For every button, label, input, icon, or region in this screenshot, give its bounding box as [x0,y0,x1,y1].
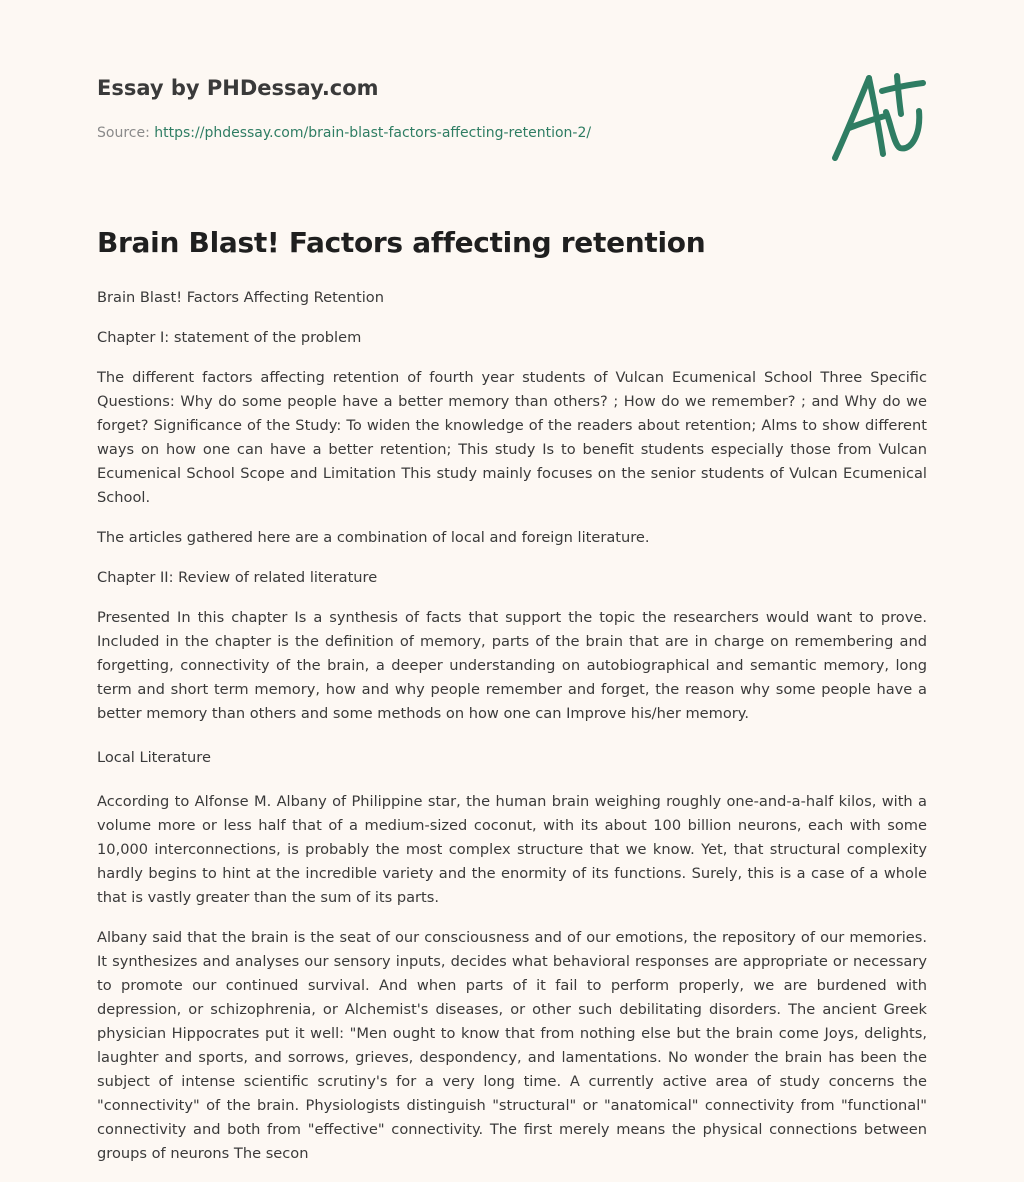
chapter-two-heading: Chapter II: Review of related literature [97,569,378,586]
essay-paragraph: Albany said that the brain is the seat of our consciousness and of our emotions, the repository of our memories. It synthesizes and analyses our sensory inputs, decides what behavioral responses are appropriate or necessary to promote our continued survival. And when parts of it fail to perform properly, we are burdened with depression, or schizophrenia, or Alchemist's diseases, or other such debilitating disorders. The ancient Greek physician Hippocrates put it well: "Men ought to know that from nothing else but the brain come Joys, delights, laughter and sports, and sorrows, grieves, despondency, and lamentations. No wonder the brain has been the subject of intense scientific scrutiny's for a very long time. A currently active area of study concerns the "connectivity" of the brain. Physiologists distinguish "structural" or "anatomical" connectivity from "functional" connectivity and both from "effective" connectivity. The first merely means the physical connections between groups of neurons The secon [97,929,927,1162]
essay-paragraph: Presented In this chapter Is a synthesis of facts that support the topic the researchers would want to prove. Included in the chapter is the definition of memory, parts of the brain that are in charge on remembering and forgetting, connectivity of the brain, a deeper understanding on autobiographical and semantic memory, long term and short term memory, how and why people remember and forget, the reason why some people have a better memory than others and some methods on how one can Improve his/her memory. [97,609,927,722]
essay-title: Brain Blast! Factors affecting retention [97,226,706,259]
site-name: Essay by PHDessay.com [97,76,379,100]
essay-paragraph: The articles gathered here are a combination of local and foreign literature. [97,529,650,546]
page-header [97,0,927,200]
source-label: Source: [97,125,150,141]
a-plus-logo-icon [827,66,931,166]
essay-subtitle: Brain Blast! Factors Affecting Retention [97,289,384,306]
essay-paragraph: According to Alfonse M. Albany of Philippine star, the human brain weighing roughly one-and-a-half kilos, with a volume more or less half that of a medium-sized coconut, with its about 100 billion neurons, each with some 10,000 interconnections, is probably the most complex structure that we know. Yet, that structural complexity hardly begins to hint at the incredible variety and the enormity of its functions. Surely, this is a case of a whole that is vastly greater than the sum of its parts. [97,793,927,906]
essay-paragraph: The different factors affecting retention of fourth year students of Vulcan Ecumenical School Three Specific Questions: Why do some people have a better memory than others? ; How do we remember? ; and Why do we forget? Significance of the Study: To widen the knowledge of the readers about retention; Alms to show different ways on how one can have a better retention; This study Is to benefit students especially those from Vulcan Ecumenical School Scope and Limitation This study mainly focuses on the senior students of Vulcan Ecumenical School. [97,369,927,506]
source-line [97,125,591,141]
local-literature-heading: Local Literature [97,749,211,766]
chapter-one-heading: Chapter I: statement of the problem [97,329,362,346]
source-link[interactable]: https://phdessay.com/brain-blast-factors-affecting-retention-2/ [154,125,592,141]
essay-body [97,286,927,1166]
